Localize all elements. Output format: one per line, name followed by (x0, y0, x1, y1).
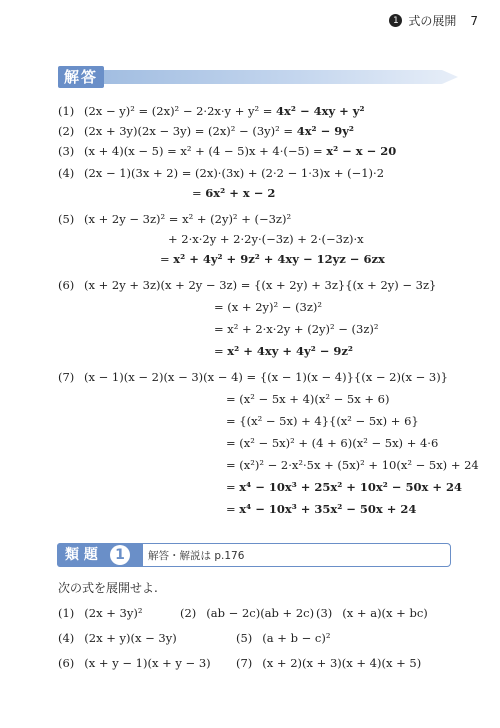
answer-line: = x⁴ − 10x³ + 35x² − 50x + 24 (226, 502, 417, 516)
answer-banner (58, 66, 458, 88)
answer-line: = x² + 4xy + 4y² − 9z² (214, 344, 353, 358)
exercise-item: (1) (2x + 3y)² (58, 606, 143, 620)
answer-line: = (x + 2y)² − (3z)² (214, 300, 323, 314)
answer-line: = {(x² − 5x) + 4}{(x² − 5x) + 6} (226, 414, 419, 428)
answer-line: + 2·x·2y + 2·2y·(−3z) + 2·(−3z)·x (168, 232, 364, 246)
ruidai-note: 解答・解説は p.176 (148, 550, 245, 562)
exercise-item: (6) (x + y − 1)(x + y − 3) (58, 656, 211, 670)
ruidai-number: 1 (110, 545, 130, 565)
answer-line: (7) (x − 1)(x − 2)(x − 3)(x − 4) = {(x − 1)(x − 4)}{(x − 2)(x − 3)} (58, 370, 448, 384)
answer-line: = x² + 2·x·2y + (2y)² − (3z)² (214, 322, 379, 336)
answer-line: (1) (2x − y)² = (2x)² − 2·2x·y + y² = 4x² − 4xy + y² (58, 104, 365, 118)
ruidai-box (57, 543, 451, 567)
exercise-item: (4) (2x + y)(x − 3y) (58, 631, 177, 645)
answer-line: (5) (x + 2y − 3z)² = x² + (2y)² + (−3z)² (58, 212, 292, 226)
instruction: 次の式を展開せよ. (58, 581, 158, 595)
page-number: 7 (470, 13, 478, 28)
page-header (389, 12, 478, 29)
exercise-item: (7) (x + 2)(x + 3)(x + 4)(x + 5) (236, 656, 422, 670)
answer-line: = (x²)² − 2·x²·5x + (5x)² + 10(x² − 5x) + 24 (226, 458, 479, 472)
section-title: 式の展開 (408, 14, 457, 28)
answer-line: (4) (2x − 1)(3x + 2) = (2x)·(3x) + (2·2 − 1·3)x + (−1)·2 (58, 166, 385, 180)
answer-line: = 6x² + x − 2 (192, 186, 276, 200)
answer-line: = (x² − 5x)² + (4 + 6)(x² − 5x) + 4·6 (226, 436, 439, 450)
answer-line: = (x² − 5x + 4)(x² − 5x + 6) (226, 392, 390, 406)
exercise-item: (5) (a + b − c)² (236, 631, 331, 645)
exercise-item: (2) (ab − 2c)(ab + 2c) (180, 606, 315, 620)
answer-line: = x⁴ − 10x³ + 25x² + 10x² − 50x + 24 (226, 480, 462, 494)
exercise-item: (3) (x + a)(x + bc) (316, 606, 428, 620)
answer-line: (2) (2x + 3y)(2x − 3y) = (2x)² − (3y)² = 4x² − 9y² (58, 124, 354, 138)
answer-line: (6) (x + 2y + 3z)(x + 2y − 3z) = {(x + 2y) + 3z}{(x + 2y) − 3z} (58, 278, 437, 292)
section-number: 1 (389, 14, 402, 27)
answer-line: (3) (x + 4)(x − 5) = x² + (4 − 5)x + 4·(−5) = x² − x − 20 (58, 144, 397, 158)
ruidai-label: 類 題 (57, 543, 143, 567)
answer-label: 解答 (58, 66, 104, 88)
answer-line: = x² + 4y² + 9z² + 4xy − 12yz − 6zx (160, 252, 385, 266)
